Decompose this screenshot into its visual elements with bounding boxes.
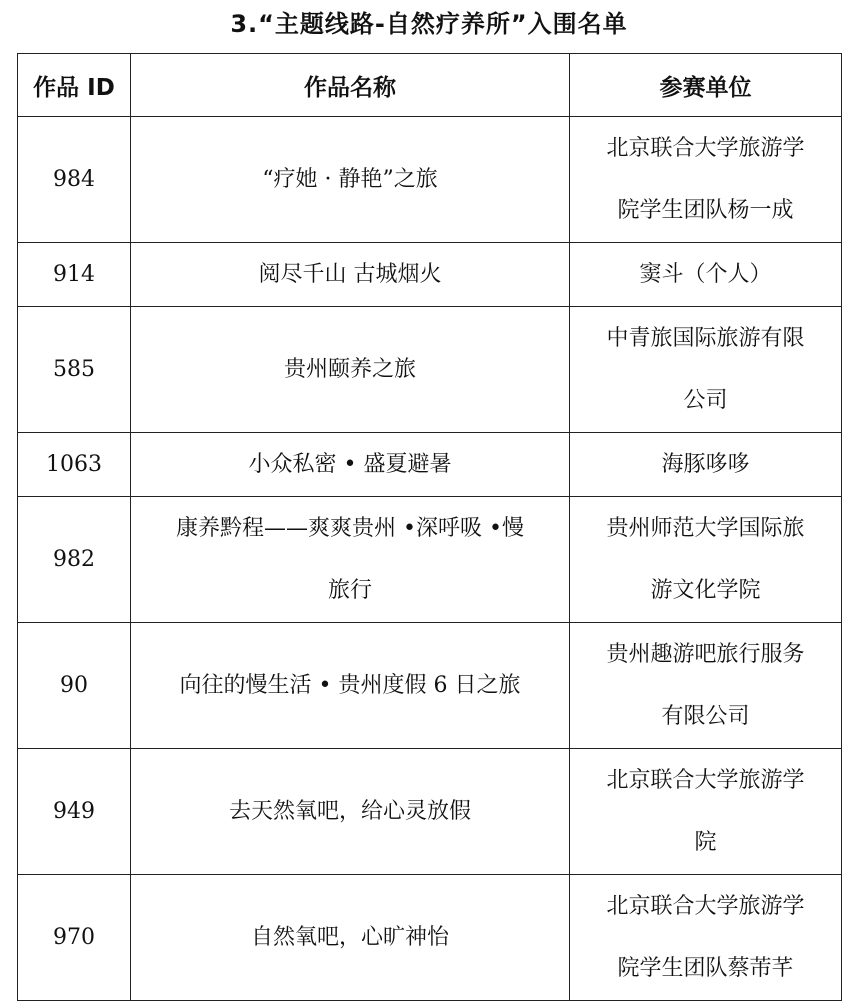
table-row [18, 117, 842, 243]
org-line: 中青旅国际旅游有限 [606, 325, 805, 351]
work-name-cell: “疗她 · 静艳”之旅 [131, 117, 570, 243]
finalist-table [17, 53, 842, 1001]
work-id-cell: 949 [18, 749, 131, 875]
org-line: 院学生团队杨一成 [617, 197, 794, 223]
entrant-org-cell [570, 875, 842, 1001]
header-work-name: 作品名称 [131, 54, 570, 117]
work-name-cell: 向往的慢生活 • 贵州度假 6 日之旅 [131, 623, 570, 749]
table-row [18, 243, 842, 307]
work-name-cell: 贵州颐养之旅 [131, 307, 570, 433]
work-name-cell [131, 497, 570, 623]
table-row [18, 623, 842, 749]
entrant-org-cell [570, 623, 842, 749]
work-id-cell: 90 [18, 623, 131, 749]
work-name-cell: 小众私密 • 盛夏避暑 [131, 433, 570, 497]
table-row [18, 307, 842, 433]
name-line: 旅行 [327, 577, 372, 603]
org-line: 有限公司 [661, 703, 750, 729]
entrant-org-cell [570, 749, 842, 875]
org-line: 北京联合大学旅游学 [606, 135, 805, 161]
entrant-org-cell: 海豚哆哆 [570, 433, 842, 497]
work-name-cell: 去天然氧吧，给心灵放假 [131, 749, 570, 875]
work-id-cell: 585 [18, 307, 131, 433]
work-id-cell: 984 [18, 117, 131, 243]
entrant-org-cell [570, 117, 842, 243]
org-line: 北京联合大学旅游学 [606, 767, 805, 793]
header-entrant-org: 参赛单位 [570, 54, 842, 117]
org-line: 贵州师范大学国际旅 [606, 515, 805, 541]
table-header-row [18, 54, 842, 117]
table-row [18, 497, 842, 623]
org-line: 北京联合大学旅游学 [606, 893, 805, 919]
table-row [18, 433, 842, 497]
work-id-cell: 970 [18, 875, 131, 1001]
org-line: 游文化学院 [650, 577, 761, 603]
table-row [18, 875, 842, 1001]
org-line: 贵州趣游吧旅行服务 [606, 641, 805, 667]
work-name-cell: 阅尽千山 古城烟火 [131, 243, 570, 307]
org-line: 公司 [683, 387, 728, 413]
table-row [18, 749, 842, 875]
name-line: 康养黔程——爽爽贵州 •深呼吸 •慢 [176, 515, 524, 541]
work-id-cell: 914 [18, 243, 131, 307]
work-id-cell: 982 [18, 497, 131, 623]
org-line: 院 [694, 829, 717, 855]
entrant-org-cell [570, 497, 842, 623]
work-name-cell: 自然氧吧，心旷神怡 [131, 875, 570, 1001]
header-work-id: 作品 ID [18, 54, 131, 117]
entrant-org-cell: 窦斗（个人） [570, 243, 842, 307]
org-line: 院学生团队蔡芾芊 [617, 955, 794, 981]
document-title: 3.“主题线路-自然疗养所”入围名单 [230, 10, 628, 38]
work-id-cell: 1063 [18, 433, 131, 497]
entrant-org-cell [570, 307, 842, 433]
